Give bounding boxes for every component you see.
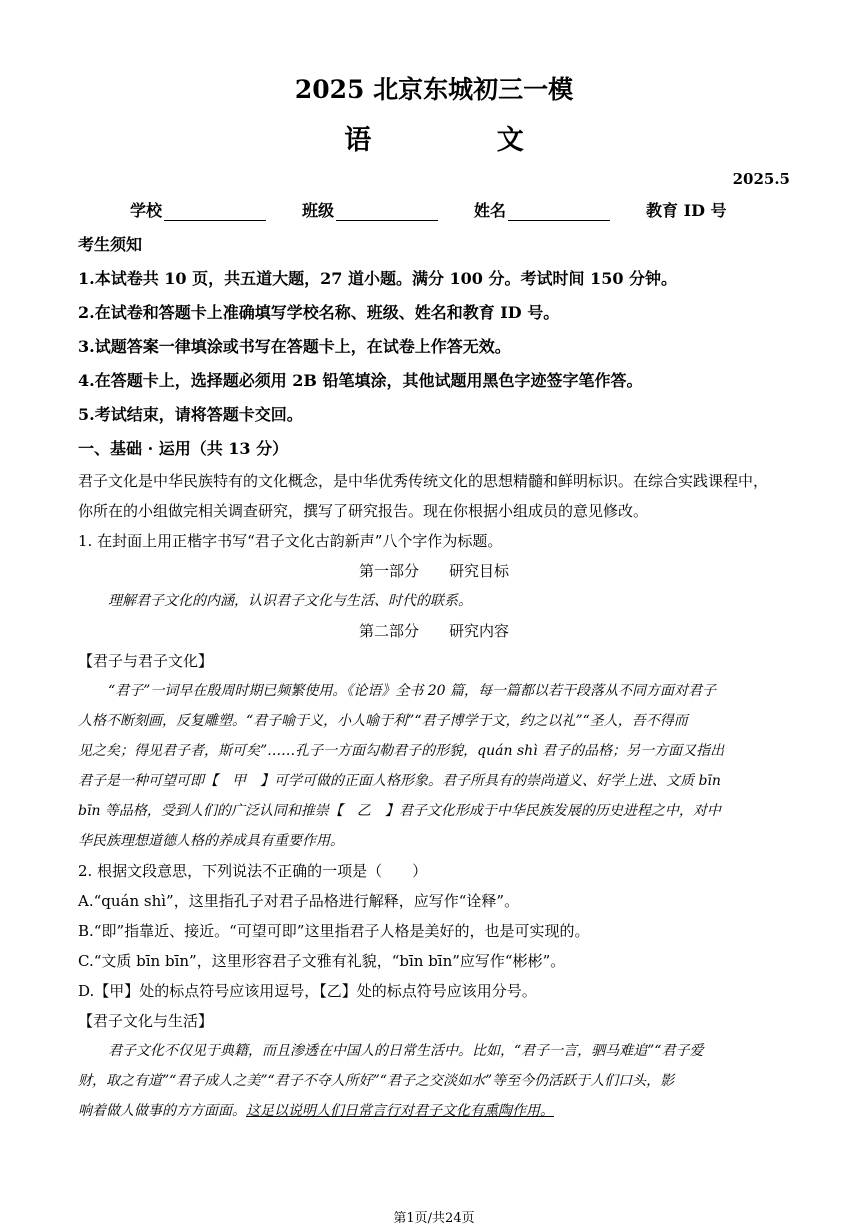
option-b[interactable]: B.“即”指靠近、接近。“可望可即”这里指君子人格是美好的，也是可实现的。 <box>78 922 590 940</box>
intro-line: 你所在的小组做完相关调查研究，撰写了研究报告。现在你根据小组成员的意见修改。 <box>78 502 649 520</box>
part1-text: 理解君子文化的内涵，认识君子文化与生活、时代的联系。 <box>108 593 472 609</box>
underlined-sentence: 这足以说明人们日常言行对君子文化有熏陶作用。 <box>246 1103 554 1119</box>
option-c[interactable]: C.“文质 bīn bīn”，这里形容君子文雅有礼貌，“bīn bīn”应写作“彬彬”。 <box>78 952 566 970</box>
name-field[interactable]: 姓名 <box>474 198 610 221</box>
school-blank[interactable] <box>164 204 266 221</box>
passage-line: 财，取之有道”“君子成人之美”“君子不夺人所好”“君子之交淡如水”等至今仍活跃于人们口头，影 <box>78 1073 675 1089</box>
subsection-heading: 【君子与君子文化】 <box>78 652 214 670</box>
part1-title: 第一部分 研究目标 <box>358 562 509 580</box>
option-a[interactable]: A.“quán shì”，这里指孔子对君子品格进行解释，应写作“诠释”。 <box>78 892 520 910</box>
class-field[interactable]: 班级 <box>302 198 438 221</box>
question-1: 1. 在封面上用正楷字书写“君子文化古韵新声”八个字作为标题。 <box>78 532 503 550</box>
section-heading: 一、基础 · 运用（共 13 分） <box>78 439 289 458</box>
passage-line: 华民族理想道德人格的养成具有重要作用。 <box>78 833 344 849</box>
class-blank[interactable] <box>336 204 438 221</box>
passage-line: 人格不断刻画，反复雕塑。“君子喻于义，小人喻于利”“君子博学于文，约之以礼”“圣人，吾不得而 <box>78 713 688 729</box>
student-info-fields <box>130 198 763 221</box>
notice-item: 4.在答题卡上，选择题必须用 2B 铅笔填涂，其他试题用黑色字迹签字笔作答。 <box>78 371 643 390</box>
notice-item: 5.考试结束，请将答题卡交回。 <box>78 405 303 424</box>
notice-item: 3.试题答案一律填涂或书写在答题卡上，在试卷上作答无效。 <box>78 337 511 356</box>
notice-item: 2.在试卷和答题卡上准确填写学校名称、班级、姓名和教育 ID 号。 <box>78 303 560 322</box>
name-blank[interactable] <box>508 204 610 221</box>
passage-line: 见之矣；得见君子者，斯可矣”……孔子一方面勾勒君子的形貌，quán shì 君子的品格；另一方面又指出 <box>78 743 725 759</box>
passage-line: 响着做人做事的方方面面。这足以说明人们日常言行对君子文化有熏陶作用。 <box>78 1103 554 1119</box>
school-field[interactable]: 学校 <box>130 198 266 221</box>
option-d[interactable]: D.【甲】处的标点符号应该用逗号，【乙】处的标点符号应该用分号。 <box>78 982 537 1000</box>
passage-line: “君子”一词早在殷周时期已频繁使用。《论语》全书 20 篇，每一篇都以若干段落从不同方面对君子 <box>108 683 717 699</box>
subject-title: 语 文 <box>344 125 582 156</box>
notice-heading: 考生须知 <box>78 235 143 254</box>
exam-date: 2025.5 <box>732 170 790 188</box>
part2-title: 第二部分 研究内容 <box>358 622 509 640</box>
page-footer: 第1页/共24页 <box>393 1211 475 1226</box>
passage-line: 君子文化不仅见于典籍，而且渗透在中国人的日常生活中。比如，“君子一言，驷马难追”“君子爱 <box>108 1043 704 1059</box>
passage-line: bīn 等品格，受到人们的广泛认同和推崇【 乙 】君子文化形成于中华民族发展的历史进程之中，对中 <box>78 803 721 819</box>
passage-line: 君子是一种可望可即【 甲 】可学可做的正面人格形象。君子所具有的崇尚道义、好学上进、文质 bīn <box>78 773 721 789</box>
id-field: 教育 ID 号 <box>646 201 727 220</box>
notice-item: 1.本试卷共 10 页，共五道大题，27 道小题。满分 100 分。考试时间 150 分钟。 <box>78 269 678 288</box>
exam-title: 2025 北京东城初三一模 <box>294 75 574 104</box>
intro-line: 君子文化是中华民族特有的文化概念，是中华优秀传统文化的思想精髓和鲜明标识。在综合实践课程中， <box>78 472 769 490</box>
subsection-heading: 【君子文化与生活】 <box>78 1012 214 1030</box>
question-2: 2. 根据文段意思，下列说法不正确的一项是（ ） <box>78 862 428 880</box>
